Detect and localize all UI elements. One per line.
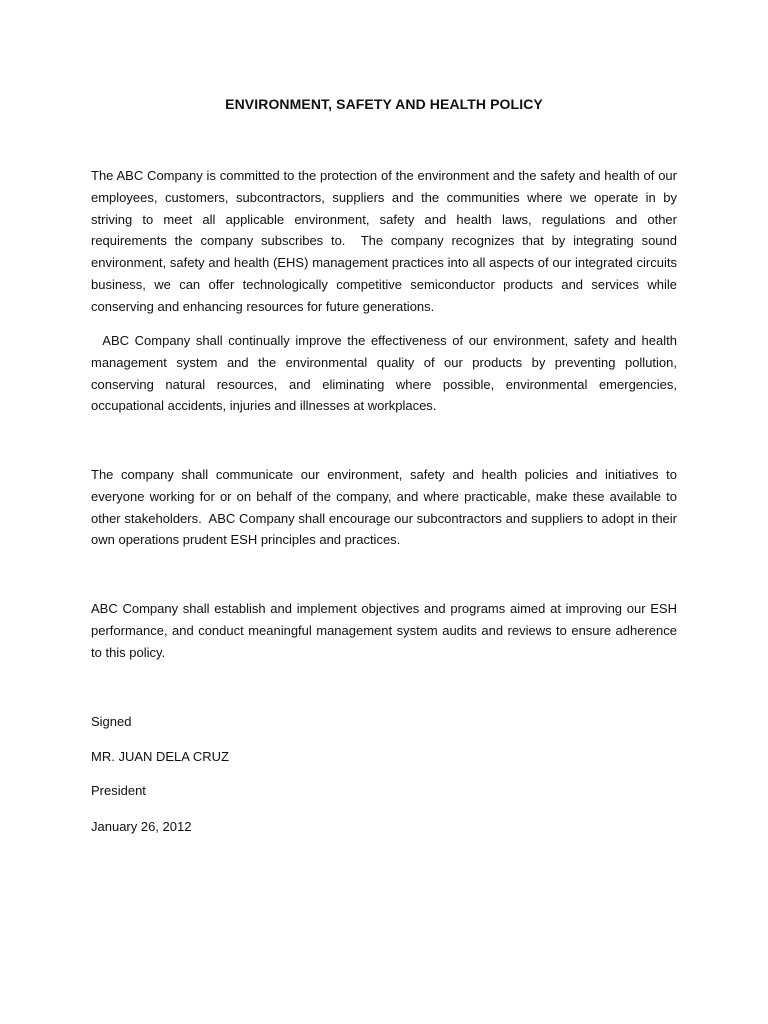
policy-paragraph-objectives: ABC Company shall establish and implement objectives and programs aimed at improving our ESH performance, and conduct meaningful management system audits and reviews to ensure adherence to this policy. [91, 601, 681, 660]
signatory-position: President [91, 783, 146, 798]
document-title: ENVIRONMENT, SAFETY AND HEALTH POLICY [225, 96, 543, 112]
policy-paragraph-improvement: ABC Company shall continually improve the effectiveness of our environment, safety and health management system and the environmental quality of our products by preventing pollution, conserving natural resources, and eliminating where possible, environmental emergencies, occupational accidents, injuries and illnesses at workplaces. [91, 333, 681, 414]
signature-date: January 26, 2012 [91, 819, 192, 834]
policy-paragraph-communication: The company shall communicate our environment, safety and health policies and initiatives to everyone working for or on behalf of the company, and where practicable, make these available to other stakeholders. ABC Company shall encourage our subcontractors and suppliers to adopt in their own operations prudent ESH principles and practices. [91, 467, 681, 548]
signatory-name: MR. JUAN DELA CRUZ [91, 749, 229, 764]
policy-paragraph-commitment: The ABC Company is committed to the protection of the environment and the safety and health of our employees, customers, subcontractors, suppliers and the communities where we operate in by striving to meet all applicable environment, safety and health laws, regulations and other requirements the company subscribes to. The company recognizes that by integrating sound environment, safety and health (EHS) management practices into all aspects of our integrated circuits business, we can offer technologically competitive semiconductor products and services while conserving and enhancing resources for future generations. [91, 168, 681, 314]
signed-label: Signed [91, 714, 132, 729]
